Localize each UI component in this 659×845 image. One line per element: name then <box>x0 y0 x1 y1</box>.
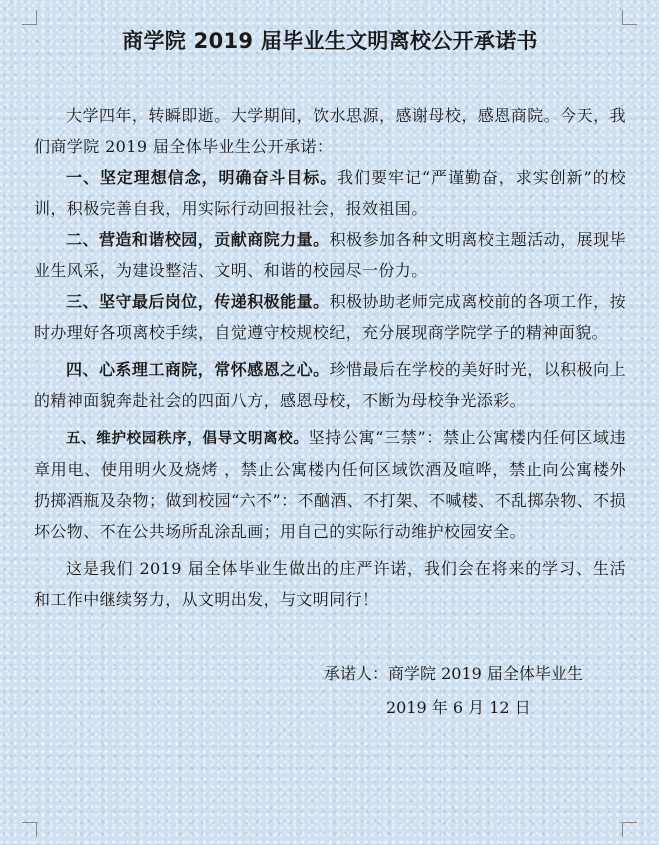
commitment-text: 我们要牢记“严谨勤奋，求实创新”的校训，积极完善自我，用实际行动回报社会，报效祖国。 <box>34 168 627 218</box>
commitment-heading: 一、坚定理想信念，明确奋斗目标。 <box>66 168 338 187</box>
intro-paragraph: 大学四年，转瞬即逝。大学期间，饮水思源，感谢母校，感恩商院。今天，我们商学院 2019 届全体毕业生公开承诺： <box>34 106 626 156</box>
commitment-heading: 三、坚守最后岗位，传递积极能量。 <box>66 292 330 311</box>
commitment-text: 珍惜最后在学校的美好时光，以积极向上的精神面貌奔赴社会的四面八方，感恩母校，不断为母校争光添彩。 <box>34 360 626 410</box>
corner-mark-top-left <box>22 10 37 25</box>
signature-block <box>34 657 626 725</box>
corner-mark-top-right <box>622 10 637 25</box>
document-title: 商学院 2019 届毕业生文明离校公开承诺书 <box>122 29 538 53</box>
closing-paragraph: 这是我们 2019 届全体毕业生做出的庄严许诺，我们会在将来的学习、生活和工作中继续努力，从文明出发，与文明同行！ <box>34 559 626 609</box>
commitment-heading: 五、维护校园秩序，倡导文明离校。 <box>66 430 309 447</box>
commitment-heading: 四、心系理工商院，常怀感恩之心。 <box>66 360 330 379</box>
commitment-text: 积极协助老师完成离校前的各项工作，按时办理好各项离校手续，自觉遵守校规校纪，充分展现商学院学子的精神面貌。 <box>34 292 626 342</box>
signature-date: 2019 年 6 月 12 日 <box>386 698 531 717</box>
commitment-item-3 <box>34 286 626 348</box>
commitment-item-2 <box>34 224 626 286</box>
commitment-text: 坚持公寓“三禁”：禁止公寓楼内任何区域违章用电、使用明火及烧烤 ，禁止公寓楼内任何区域饮酒及喧哗，禁止向公寓楼外扔掷酒瓶及杂物；做到校园“六不”：不酗酒、不打架、不喊楼、不乱掷杂物、不损坏公物、不在公共场所乱涂乱画；用自己的实际行动维护校园安全。 <box>34 428 626 541</box>
commitment-item-4 <box>34 354 626 416</box>
document-body <box>34 100 626 615</box>
commitment-item-5 <box>34 422 626 547</box>
signature-line: 承诺人：商学院 2019 届全体毕业生 <box>324 664 583 683</box>
commitment-item-1 <box>34 162 626 224</box>
commitment-text: 积极参加各种文明离校主题活动，展现毕业生风采，为建设整洁、文明、和谐的校园尽一份力。 <box>34 230 626 280</box>
document-page <box>34 26 626 725</box>
corner-mark-bottom-left <box>22 822 37 837</box>
commitment-heading: 二、营造和谐校园，贡献商院力量。 <box>66 230 330 249</box>
corner-mark-bottom-right <box>622 822 637 837</box>
